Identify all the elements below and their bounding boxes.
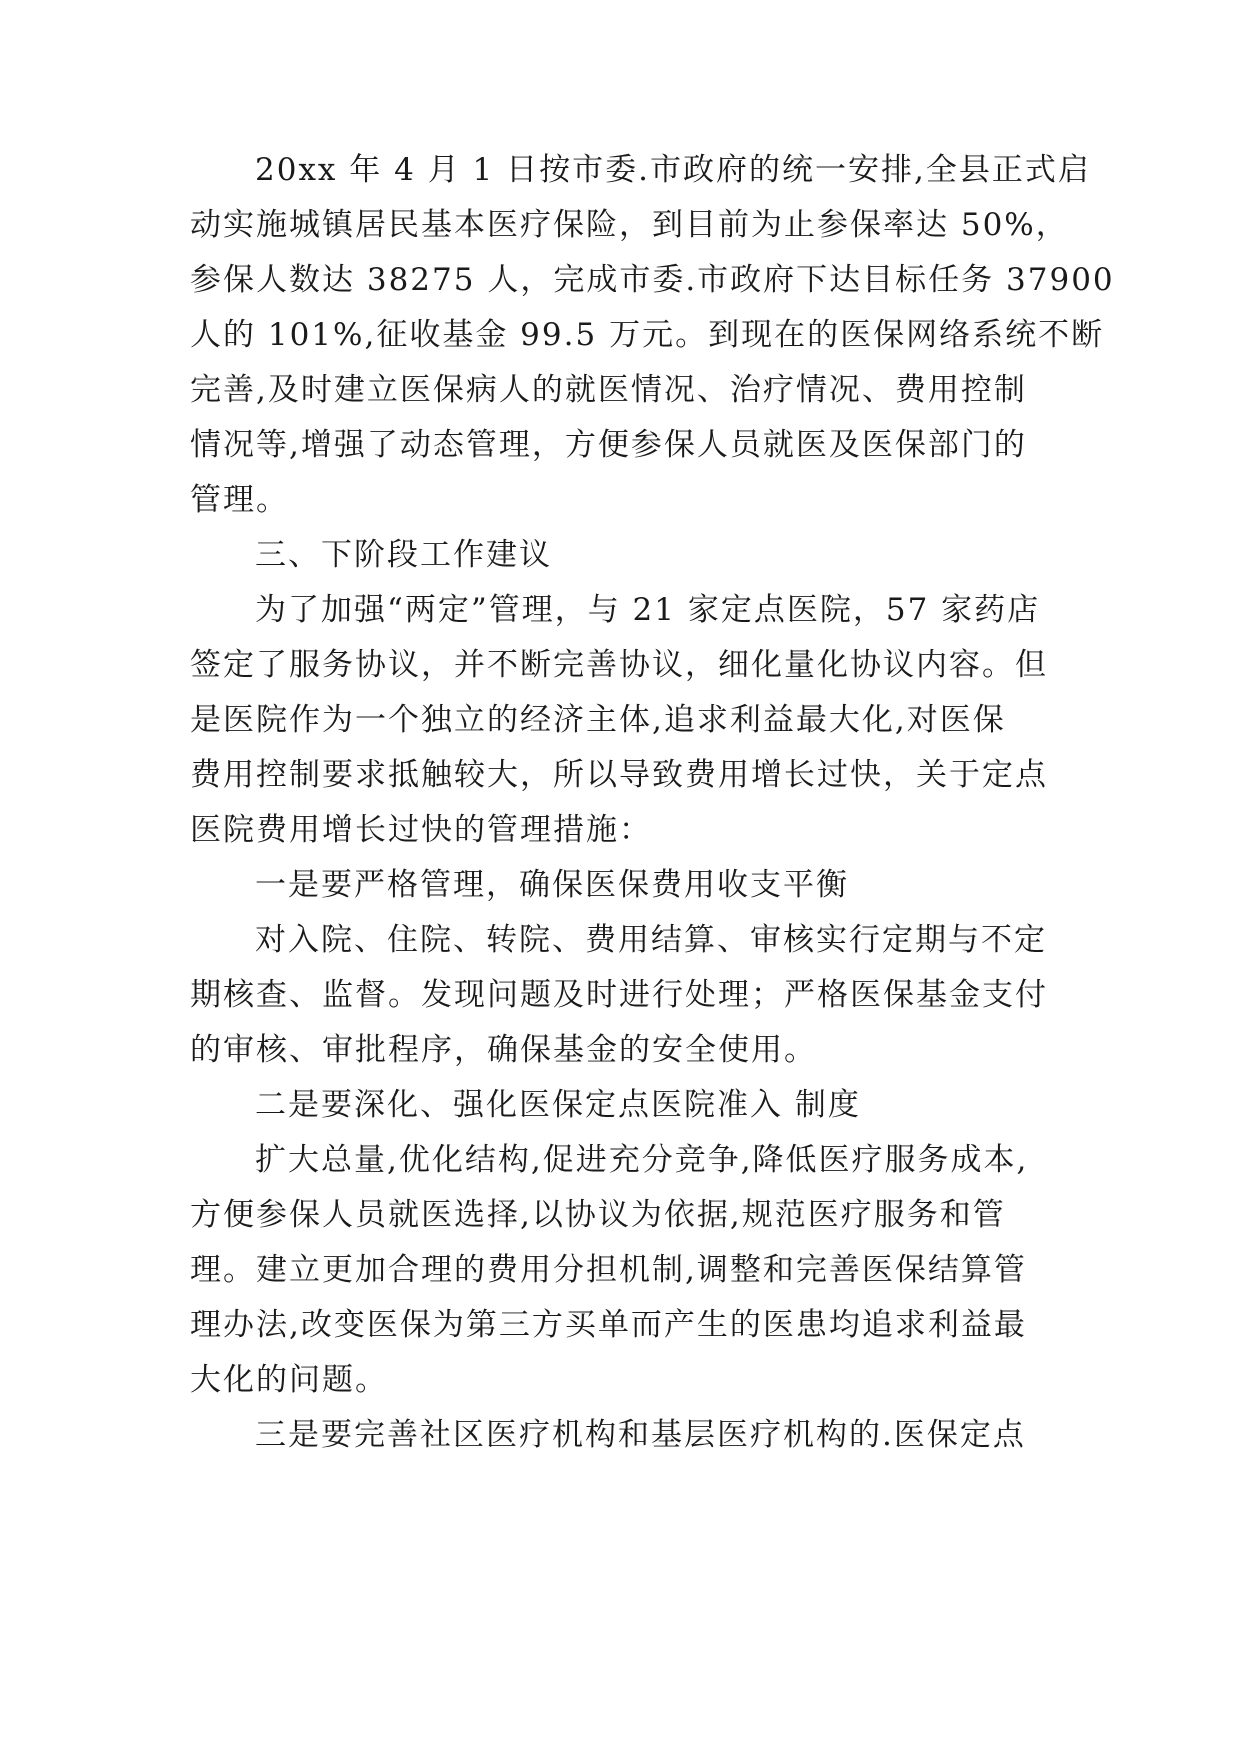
text-line: 为了加强“两定”管理，与 21 家定点医院，57 家药店 [255, 592, 1041, 628]
text-line: 理。建立更加合理的费用分担机制,调整和完善医保结算管 [190, 1252, 1027, 1288]
text-line: 动实施城镇居民基本医疗保险，到目前为止参保率达 50%， [190, 207, 1069, 243]
section-heading: 三、下阶段工作建议 [255, 537, 552, 573]
text-line: 完善,及时建立医保病人的就医情况、治疗情况、费用控制 [190, 372, 1027, 408]
text-line: 医院费用增长过快的管理措施： [190, 812, 652, 848]
text-line: 扩大总量,优化结构,促进充分竞争,降低医疗服务成本, [255, 1142, 1029, 1178]
subheading: 一是要严格管理，确保医保费用收支平衡 [255, 867, 849, 903]
text-line: 方便参保人员就医选择,以协议为依据,规范医疗服务和管 [190, 1197, 1006, 1233]
text-line: 签定了服务协议，并不断完善协议，细化量化协议内容。但 [190, 647, 1048, 683]
text-line: 对入院、住院、转院、费用结算、审核实行定期与不定 [255, 922, 1047, 958]
subheading: 二是要深化、强化医保定点医院准入 制度 [255, 1087, 861, 1123]
text-line: 20xx 年 4 月 1 日按市委.市政府的统一安排,全县正式启 [255, 152, 1091, 188]
text-line: 参保人数达 38275 人，完成市委.市政府下达目标任务 37900 [190, 262, 1115, 298]
text-line: 理办法,改变医保为第三方买单而产生的医患均追求利益最 [190, 1307, 1027, 1343]
text-line: 费用控制要求抵触较大，所以导致费用增长过快，关于定点 [190, 757, 1048, 793]
text-line: 期核查、监督。发现问题及时进行处理；严格医保基金支付 [190, 977, 1048, 1013]
text-line: 大化的问题。 [190, 1362, 388, 1398]
subheading: 三是要完善社区医疗机构和基层医疗机构的.医保定点 [255, 1417, 1026, 1453]
text-line: 情况等,增强了动态管理，方便参保人员就医及医保部门的 [190, 427, 1027, 463]
text-line: 是医院作为一个独立的经济主体,追求利益最大化,对医保 [190, 702, 1006, 738]
text-line: 管理。 [190, 482, 289, 518]
text-line: 人的 101%,征收基金 99.5 万元。到现在的医保网络系统不断 [190, 317, 1105, 353]
text-line: 的审核、审批程序，确保基金的安全使用。 [190, 1032, 817, 1068]
